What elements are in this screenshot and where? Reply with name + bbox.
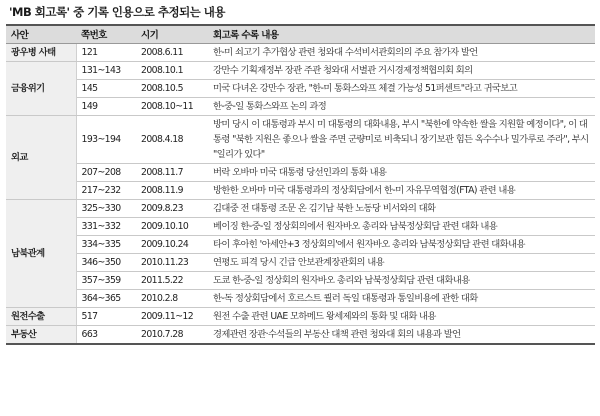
date-cell: 2008.10~11 <box>136 97 208 115</box>
category-cell: 남북관계 <box>6 199 76 307</box>
date-cell: 2010.7.28 <box>136 325 208 344</box>
category-cell: 부동산 <box>6 325 76 344</box>
date-cell: 2009.10.10 <box>136 217 208 235</box>
date-cell: 2008.11.9 <box>136 181 208 199</box>
date-cell: 2008.10.5 <box>136 79 208 97</box>
table-row <box>6 163 595 181</box>
table-header-row <box>6 25 595 43</box>
page-cell: 145 <box>76 79 136 97</box>
document-title: 'MB 회고록' 중 기록 인용으로 추정되는 내용 <box>9 5 226 19</box>
category-cell: 외교 <box>6 115 76 199</box>
table-row <box>6 307 595 325</box>
page-cell: 217~232 <box>76 181 136 199</box>
content-cell: 김대중 전 대통령 조문 온 김기남 북한 노동당 비서와의 대화 <box>208 199 595 217</box>
content-cell: 한-중-일 통화스와프 논의 과정 <box>208 97 595 115</box>
table-row <box>6 61 595 79</box>
category-cell: 금융위기 <box>6 61 76 115</box>
date-cell: 2008.4.18 <box>136 115 208 163</box>
table-row <box>6 43 595 61</box>
content-cell: 한-미 쇠고기 추가협상 관련 청와대 수석비서관회의의 주요 참가자 발언 <box>208 43 595 61</box>
content-cell: 타이 후아힌 '아세안+3 정상회의'에서 원자바오 총리와 남북정상회담 관련 대화내용 <box>208 235 595 253</box>
date-cell: 2011.5.22 <box>136 271 208 289</box>
content-cell: 원전 수출 관련 UAE 모하메드 왕세제와의 통화 및 대화 내용 <box>208 307 595 325</box>
page-cell: 207~208 <box>76 163 136 181</box>
header-content: 회고록 수록 내용 <box>208 25 595 43</box>
records-table <box>6 24 595 345</box>
page-cell: 663 <box>76 325 136 344</box>
table-row <box>6 97 595 115</box>
date-cell: 2008.6.11 <box>136 43 208 61</box>
page-cell: 121 <box>76 43 136 61</box>
table-row <box>6 79 595 97</box>
date-cell: 2009.8.23 <box>136 199 208 217</box>
table-row <box>6 289 595 307</box>
date-cell: 2009.10.24 <box>136 235 208 253</box>
page-cell: 149 <box>76 97 136 115</box>
date-cell: 2008.11.7 <box>136 163 208 181</box>
table-row <box>6 181 595 199</box>
content-cell: 한-독 정상회담에서 호르스트 쾰러 독일 대통령과 통일비용에 관한 대화 <box>208 289 595 307</box>
header-category: 사안 <box>6 25 76 43</box>
date-cell: 2009.11~12 <box>136 307 208 325</box>
page-cell: 331~332 <box>76 217 136 235</box>
date-cell: 2008.10.1 <box>136 61 208 79</box>
table-row <box>6 325 595 344</box>
content-cell: 강만수 기획재정부 장관 주관 청와대 서별관 거시경제정책협의회 회의 <box>208 61 595 79</box>
content-cell: 미국 다녀온 강만수 장관, "한-미 통화스와프 체결 가능성 51퍼센트"라고 귀국보고 <box>208 79 595 97</box>
page-cell: 357~359 <box>76 271 136 289</box>
page-cell: 517 <box>76 307 136 325</box>
page-cell: 325~330 <box>76 199 136 217</box>
table-row <box>6 199 595 217</box>
content-cell: 베이징 한-중-일 정상회의에서 원자바오 총리와 남북정상회담 관련 대화 내용 <box>208 217 595 235</box>
header-date: 시기 <box>136 25 208 43</box>
table-row <box>6 235 595 253</box>
page-cell: 193~194 <box>76 115 136 163</box>
header-page: 쪽번호 <box>76 25 136 43</box>
page-cell: 334~335 <box>76 235 136 253</box>
date-cell: 2010.2.8 <box>136 289 208 307</box>
content-cell: 경제관련 장관·수석들의 부동산 대책 관련 청와대 회의 내용과 발언 <box>208 325 595 344</box>
content-cell: 연평도 피격 당시 긴급 안보관계장관회의 내용 <box>208 253 595 271</box>
page-cell: 364~365 <box>76 289 136 307</box>
content-cell: 버락 오바마 미국 대통령 당선인과의 통화 내용 <box>208 163 595 181</box>
content-cell: 방미 당시 이 대통령과 부시 미 대통령의 대화내용, 부시 "북한에 약속한 쌀을 지원할 예정이다", 이 대통령 "북한 지원은 좋으나 쌀을 주면 군량미로 비축되니 장기보관 힘든 옥수수나 밀가루로 주라", 부시 "일리가 있다" <box>208 115 595 163</box>
table-row <box>6 115 595 163</box>
page-cell: 131~143 <box>76 61 136 79</box>
table-row <box>6 253 595 271</box>
date-cell: 2010.11.23 <box>136 253 208 271</box>
content-cell: 도쿄 한-중-일 정상회의 원자바오 총리와 남북정상회담 관련 대화내용 <box>208 271 595 289</box>
category-cell: 광우병 사태 <box>6 43 76 61</box>
table-row <box>6 271 595 289</box>
category-cell: 원전수출 <box>6 307 76 325</box>
content-cell: 방한한 오바마 미국 대통령과의 정상회담에서 한-미 자유무역협정(FTA) 관련 내용 <box>208 181 595 199</box>
page-cell: 346~350 <box>76 253 136 271</box>
table-row <box>6 217 595 235</box>
